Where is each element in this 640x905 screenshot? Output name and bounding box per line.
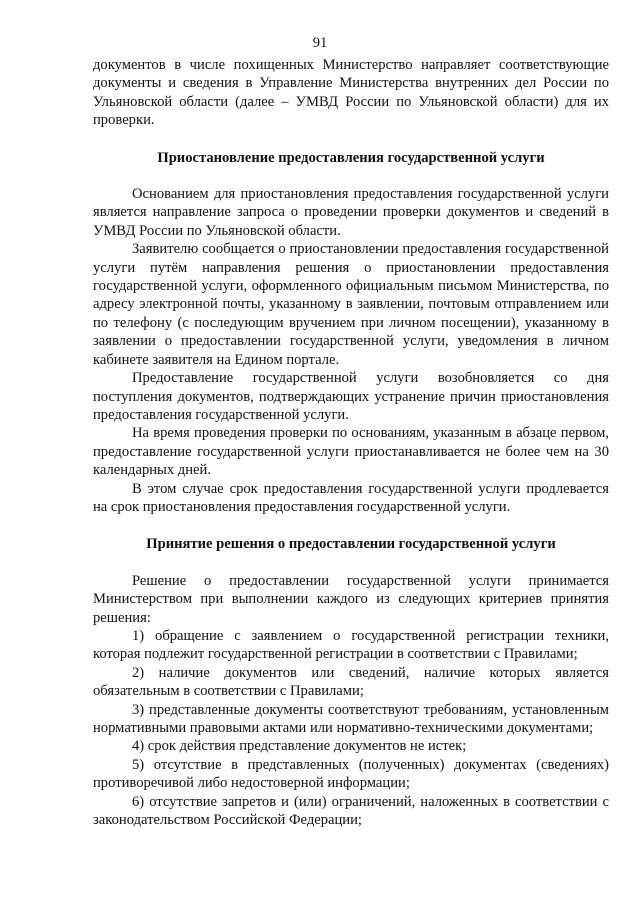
section-heading-decision: Принятие решения о предоставлении государственной услуги: [146, 536, 556, 553]
paragraph: Предоставление государственной услуги возобновляется со дня поступления документов, подтверждающих устранение причин приостановления предоставления государственной услуги.: [93, 370, 609, 423]
paragraph: Решение о предоставлении государственной услуги принимается Министерством при выполнении каждого из следующих критериев принятия решения:: [93, 572, 609, 626]
criteria-item: 2) наличие документов или сведений, наличие которых является обязательным в соответствии с Правилами;: [93, 664, 609, 700]
paragraph: На время проведения проверки по основаниям, указанным в абзаце первом, предоставление государственной услуги приостанавливается не более чем на 30 календарных дней.: [93, 425, 609, 479]
page-number: 91: [312, 35, 328, 51]
criteria-item: 3) представленные документы соответствуют требованиям, установленным нормативными правовыми актами или нормативно-техническими документами;: [93, 701, 609, 736]
section-heading-suspension: Приостановление предоставления государственной услуги: [157, 149, 545, 166]
intro-paragraph: документов в числе похищенных Министерство направляет соответствующие документы и сведения в Управление Министерства внутренних дел России по Ульяновской области (далее – УМВД России по Ульяновской области) для их проверки.: [93, 57, 609, 129]
section-body-decision: [93, 572, 609, 830]
criteria-item: 6) отсутствие запретов и (или) ограничений, наложенных в соответствии с законодательством Российской Федерации;: [93, 793, 609, 829]
paragraph: В этом случае срок предоставления государственной услуги продлевается на срок приостановления предоставления государственной услуги.: [93, 480, 609, 515]
criteria-item: 5) отсутствие в представленных (полученных) документах (сведениях) противоречивой либо недостоверной информации;: [93, 756, 609, 792]
criteria-item: 4) срок действия представление документов не истек;: [132, 738, 467, 755]
criteria-item: 1) обращение с заявлением о государственной регистрации техники, которая подлежит государственной регистрации в соответствии с Правилами;: [93, 627, 609, 663]
section-body-suspension: [93, 185, 609, 516]
paragraph: Основанием для приостановления предоставления государственной услуги является направление запроса о проведении проверки документов и сведений в УМВД России по Ульяновской области.: [93, 186, 609, 239]
paragraph: Заявителю сообщается о приостановлении предоставления государственной услуги путём направления решения о приостановлении предоставления государственной услуги, оформленного официальным письмом Министерства, по адресу электронной почты, указанному в заявлении, почтовым отправлением или по телефону (с последующим вручением при личном посещении), указанному в заявлении о предоставлении государственной услуги, уведомления в личном кабинете заявителя на Едином портале.: [93, 241, 609, 368]
page-content: [93, 56, 609, 829]
